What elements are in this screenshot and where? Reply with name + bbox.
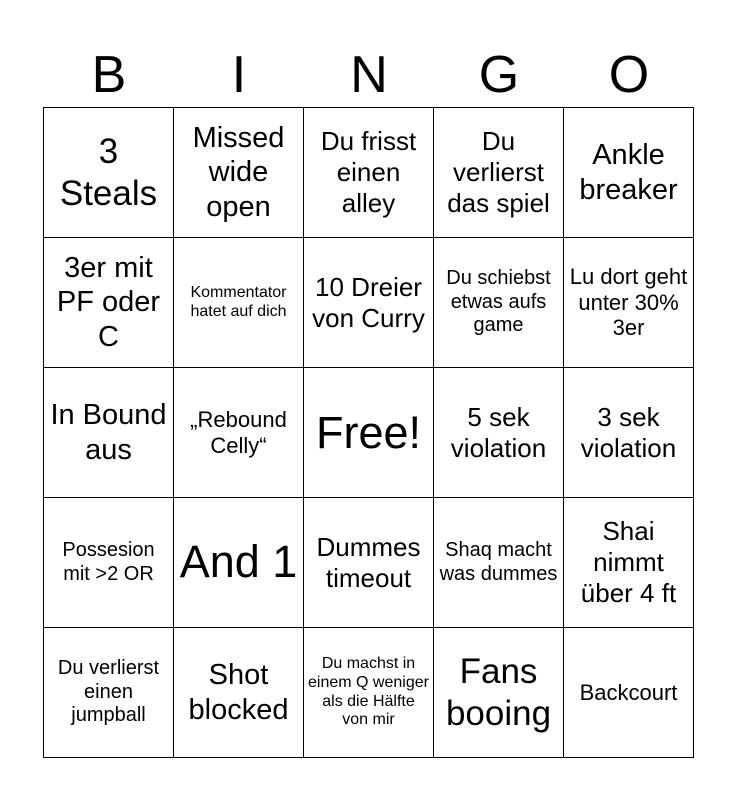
bingo-cell[interactable]	[564, 108, 694, 238]
bingo-cell[interactable]	[434, 628, 564, 758]
header-letter-b: B	[91, 46, 127, 104]
cell-text: Possesion mit >2 OR	[62, 538, 155, 585]
cell-text: Du verlierst einen jumpball	[57, 657, 160, 727]
header-letter-n: N	[350, 46, 388, 104]
cell-text: Du frisst einen alley	[320, 126, 417, 218]
bingo-cell[interactable]	[174, 628, 304, 758]
cell-text: 10 Dreier von Curry	[312, 271, 425, 333]
cell-text: 5 sek violation	[450, 401, 547, 463]
cell-text: Kommentator hatet auf dich	[190, 283, 287, 320]
bingo-grid	[43, 107, 694, 758]
bingo-header	[44, 44, 694, 106]
bingo-cell[interactable]	[44, 628, 174, 758]
bingo-cell[interactable]	[44, 498, 174, 628]
header-letter-o: O	[608, 46, 650, 104]
header-letter-i: I	[231, 46, 247, 104]
bingo-cell[interactable]	[304, 498, 434, 628]
cell-text: Shot blocked	[188, 659, 289, 726]
cell-text: 3er mit PF oder C	[56, 252, 161, 353]
bingo-cell[interactable]	[434, 238, 564, 368]
bingo-cell[interactable]	[564, 368, 694, 498]
cell-text: Fans booing	[445, 652, 552, 733]
bingo-cell[interactable]	[564, 238, 694, 368]
bingo-cell[interactable]	[304, 108, 434, 238]
cell-text: Du machst in einem Q weniger als die Hälfte von mir	[308, 654, 429, 729]
cell-text: Ankle breaker	[579, 139, 678, 206]
free-space-cell[interactable]	[304, 368, 434, 498]
bingo-cell[interactable]	[434, 498, 564, 628]
bingo-cell[interactable]	[564, 498, 694, 628]
bingo-cell[interactable]	[44, 238, 174, 368]
cell-text: Du verlierst das spiel	[447, 126, 550, 218]
free-space-text: Free!	[315, 406, 422, 458]
cell-text: Dummes timeout	[316, 531, 421, 593]
bingo-cell[interactable]	[304, 238, 434, 368]
cell-text: Du schiebst etwas aufs game	[446, 267, 551, 337]
bingo-cell[interactable]	[304, 628, 434, 758]
cell-text: Backcourt	[579, 679, 678, 705]
bingo-cell[interactable]	[44, 368, 174, 498]
cell-text: 3 sek violation	[580, 401, 677, 463]
cell-text: In Bound aus	[50, 399, 167, 466]
cell-text: Shai nimmt über 4 ft	[580, 516, 677, 608]
bingo-cell[interactable]	[174, 108, 304, 238]
bingo-cell[interactable]	[174, 368, 304, 498]
bingo-cell[interactable]	[564, 628, 694, 758]
bingo-cell[interactable]	[44, 108, 174, 238]
bingo-cell[interactable]	[174, 498, 304, 628]
bingo-cell[interactable]	[434, 368, 564, 498]
cell-text: Shaq macht was dummes	[439, 538, 558, 585]
cell-text: „Rebound Celly“	[190, 406, 287, 458]
cell-text: 3 Steals	[59, 132, 158, 213]
header-letter-g: G	[478, 46, 520, 104]
bingo-cell[interactable]	[434, 108, 564, 238]
cell-text: And 1	[179, 536, 298, 588]
bingo-cell[interactable]	[174, 238, 304, 368]
cell-text: Missed wide open	[192, 122, 285, 223]
cell-text: Lu dort geht unter 30% 3er	[569, 263, 688, 341]
